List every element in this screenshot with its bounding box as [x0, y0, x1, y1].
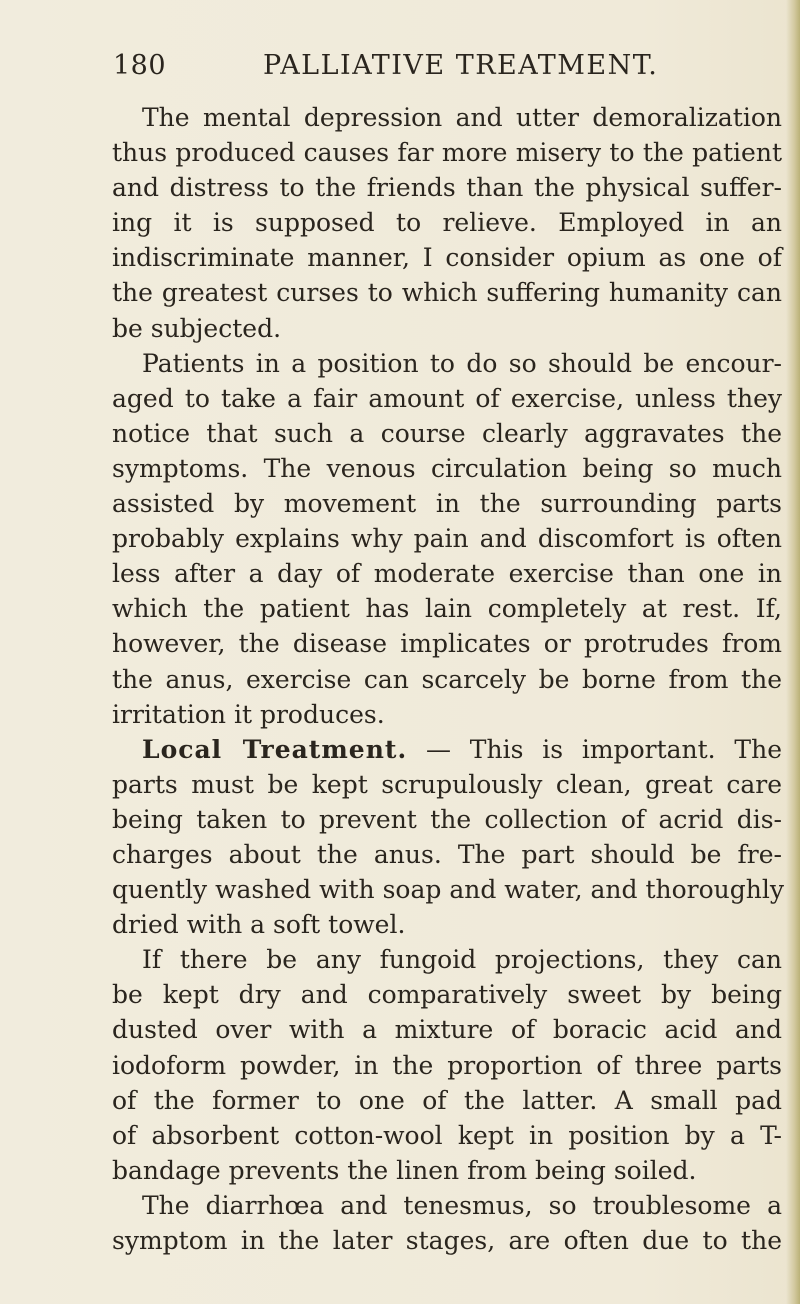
- body-text: [112, 100, 782, 1258]
- text-line: notice that such a course clearly aggravates the: [112, 418, 782, 448]
- text-line: and distress to the friends than the physical suffer-: [112, 173, 782, 203]
- text-line: however, the disease implicates or protrudes from: [112, 629, 782, 659]
- paragraph-2: [112, 346, 782, 732]
- text-line: which the patient has lain completely at rest. If,: [112, 594, 782, 624]
- text-line: indiscriminate manner, I consider opium as one of: [112, 243, 782, 273]
- text-line: Patients in a position to do so should be encour-: [142, 348, 782, 378]
- text-line: of the former to one of the latter. A small pad: [112, 1085, 782, 1115]
- text-line: parts must be kept scrupulously clean, great care: [112, 769, 782, 799]
- text-line: symptoms. The venous circulation being so much: [112, 453, 782, 483]
- text-line: probably explains why pain and discomfort is often: [112, 524, 782, 554]
- text-line: of absorbent cotton-wool kept in position by a T-: [112, 1120, 782, 1150]
- running-title: PALLIATIVE TREATMENT.: [263, 50, 659, 81]
- text-line: irritation it produces.: [112, 699, 385, 729]
- text-line: thus produced causes far more misery to the patient: [112, 138, 782, 168]
- text-line: being taken to prevent the collection of acrid dis-: [112, 804, 782, 834]
- text-line: The mental depression and utter demoralization: [142, 103, 782, 132]
- text-line: bandage prevents the linen from being soiled.: [112, 1155, 697, 1185]
- text-line: symptom in the later stages, are often due to the: [112, 1226, 782, 1255]
- text-line: The diarrhœa and tenesmus, so troublesome a: [142, 1190, 782, 1220]
- section-lead-text: — This is important. The: [407, 734, 783, 764]
- paragraph-5: [112, 1188, 782, 1258]
- text-line: be subjected.: [112, 313, 282, 343]
- text-line: less after a day of moderate exercise than one in: [112, 559, 782, 589]
- section-heading: Local Treatment.: [142, 734, 408, 764]
- text-line: ing it is supposed to relieve. Employed in an: [112, 208, 782, 238]
- text-line: assisted by movement in the surrounding parts: [112, 489, 782, 519]
- page-spine-shadow: [786, 0, 800, 1304]
- text-line: If there be any fungoid projections, they can: [142, 945, 782, 975]
- page-header: [113, 50, 768, 90]
- paragraph-1: [112, 100, 782, 346]
- paragraph-3: [112, 732, 782, 943]
- page-number: 180: [113, 50, 167, 81]
- text-line: charges about the anus. The part should be fre-: [112, 839, 782, 869]
- text-line: the greatest curses to which suffering humanity can: [112, 278, 782, 308]
- text-line: the anus, exercise can scarcely be borne from the: [112, 664, 782, 694]
- text-line: be kept dry and comparatively sweet by being: [112, 980, 782, 1010]
- text-line: iodoform powder, in the proportion of three parts: [112, 1050, 782, 1080]
- text-line: quently washed with soap and water, and thoroughly: [112, 875, 784, 905]
- text-line: dried with a soft towel.: [112, 910, 406, 940]
- text-line: dusted over with a mixture of boracic acid and: [112, 1015, 782, 1045]
- text-line: aged to take a fair amount of exercise, unless they: [112, 383, 782, 413]
- paragraph-4: [112, 942, 782, 1188]
- section-lead-line: [112, 732, 782, 767]
